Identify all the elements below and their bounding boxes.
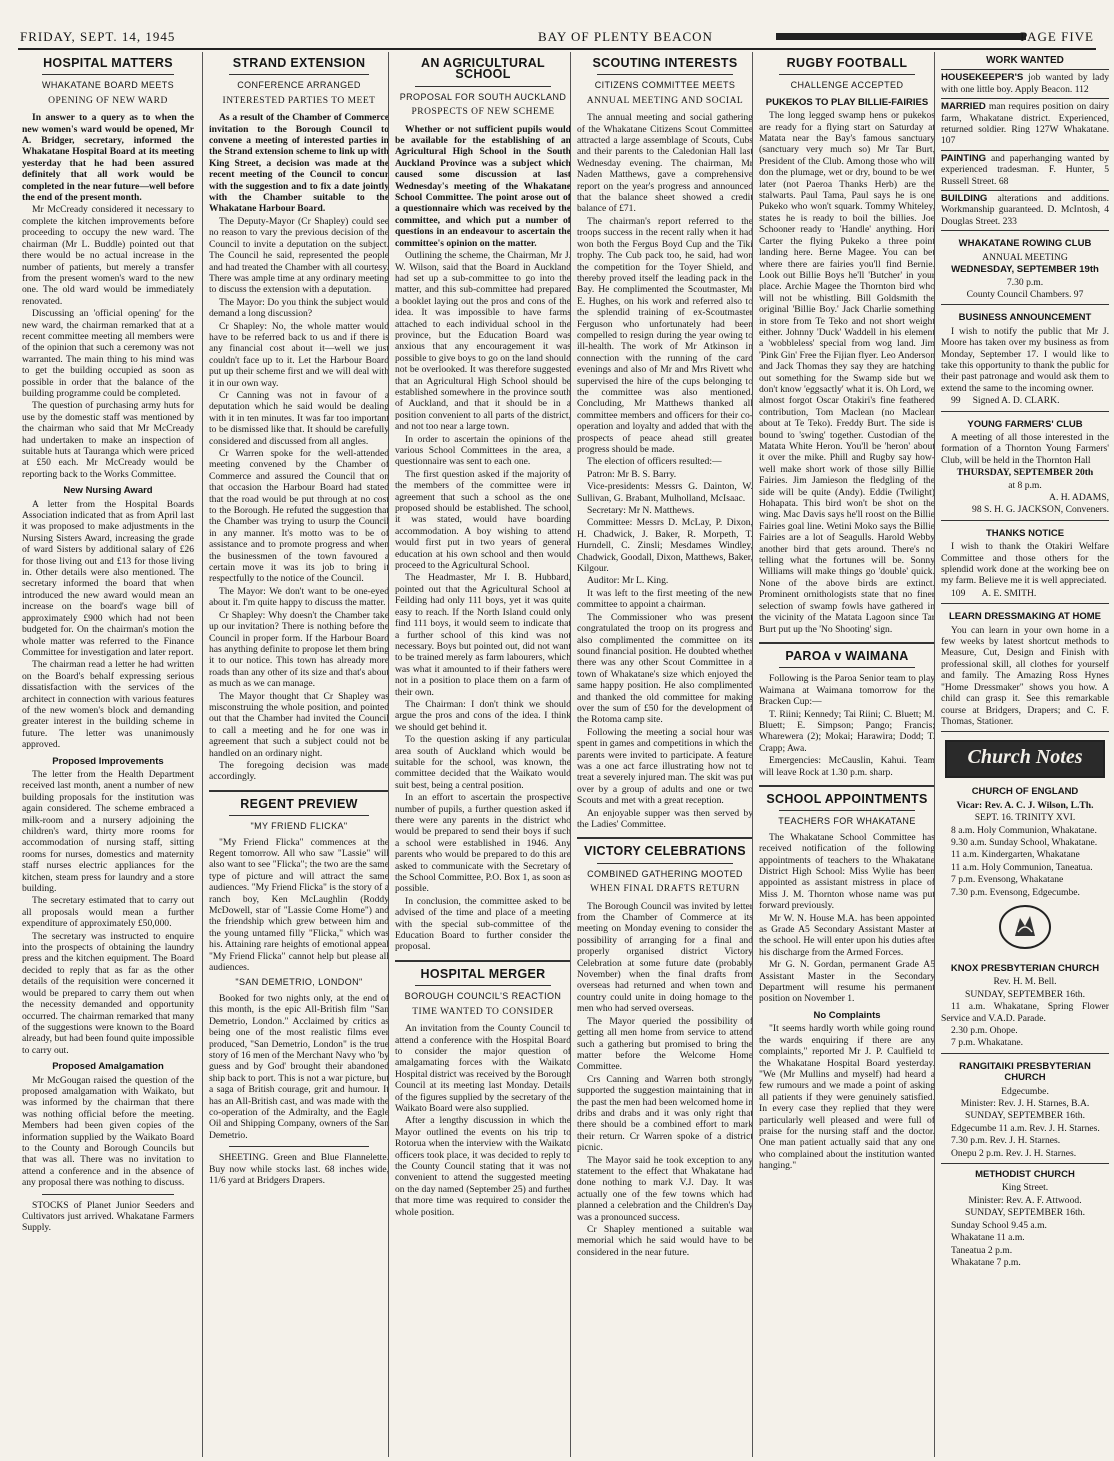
ad-number: 68 [998,175,1009,187]
headline: HOSPITAL MERGER [420,966,546,981]
paragraph: It was left to the first meeting of the new committee to appoint a chairman. [577,587,753,611]
church-heading: KNOX PRESBYTERIAN CHURCH [950,962,1100,974]
service-line: 11 a.m. Kindergarten, Whakatane [951,849,1080,861]
classified-ad [941,151,1109,191]
paragraph: The secretary estimated that to carry out all proposals would mean a further expenditure of approximately £50,000. [22,895,194,930]
section-heading: New Nursing Award [63,485,153,497]
notice-time: at 8 p.m. [1008,479,1042,491]
headline: REGENT PREVIEW [240,796,358,811]
presbyterian-crest-icon [998,904,1052,950]
church-minister: Rev. H. M. Bell. [993,976,1057,988]
paragraph: The Mayor: We don't want to be one-eyed about it. I'm quite happy to discuss the matter. [209,585,389,609]
column-rugby-football [752,52,935,1457]
subheadline: TIME WANTED TO CONSIDER [412,1006,554,1017]
rule [779,74,915,75]
dressmaking-ad [941,604,1109,732]
notice-date: THURSDAY, SEPTEMBER 20th [956,467,1094,479]
service-line: 7 p.m. Evensong, Whakatane [951,874,1064,886]
paragraph: Patron: Mr B. S. Barry. [587,468,677,480]
ad-number: 97 [1073,288,1084,300]
service-line: 2.30 p.m. Ohope. [951,1025,1018,1036]
methodist-church [941,1169,1109,1268]
page-number: PAGE FIVE [1020,29,1094,44]
paragraph: Committee: Messrs D. McLay, P. Dixon, H. Chadwick, J. Baker, R. Morpeth, T. Hurndell, C. Zinsli; Mesdames Windley, Chadwick, Goodall, Dixon, Matthews, Baker, Kilgour. [577,517,753,575]
church-place: Edgecumbe. [1001,1085,1049,1097]
classified-ad [941,70,1109,99]
subheadline: PROPOSAL FOR SOUTH AUCKLAND [399,91,567,102]
notice-text: I wish to thank the Otakiri Welfare Committee and those others for the splendid work done at the working bee on my farm. Believe me it is well appreciated. [941,541,1109,587]
notice-heading: WHAKATANE ROWING CLUB [958,238,1092,250]
business-announcement [941,305,1109,411]
church-date: SEPT. 16. TRINITY XVI. [974,812,1076,824]
young-farmers-notice [941,412,1109,521]
signature: A. H. ADAMS, [1049,492,1109,503]
rule [415,86,551,87]
headline: SCOUTING INTERESTS [592,56,738,70]
paragraph: Auditor: Mr L. King. [587,575,669,587]
subheadline: BOROUGH COUNCIL'S REACTION [404,991,562,1002]
service-line: 7.30 p.m. Evensong, Edgecumbe. [951,886,1080,898]
paragraph: The Commissioner who was present congratulated the troop on its progress and also complimented the committee on its sound financial position. He doubted whether there was any other Scout Committee in a town of Whakatane's size which enjoyed the same happy position. He also complimented and thanked the old committee for making over the sum of £50 for the development of the Rotoma camp site. [577,611,753,726]
paragraph: Outlining the scheme, the Chairman, Mr J. W. Wilson, said that the Board in Auckland had set up a sub-committee to go into the matter, and this sub-committee had prepared a booklet laying out the pros and cons of the idea. It was impossible to have farms attached to each individual school in the province, but the Education Board was anxious that any encouragement it was possible to give boys to go on the land should not be overlooked. It was therefore suggested that an Agricultural High School should be established somewhere in the province south of Auckland, and that it should be in a position convenient to all parts of the district, and not too near a large town. [395,250,571,433]
paragraph: "My Friend Flicka" commences at the Regent tomorrow. All who saw "Lassie" will also want to see "Flicka"; the two are the same type of picture and will attract the same audiences. "My Friend Flicka" is the story of a ranch boy, Ken McLaughlin (Roddy McDowell, star of "Lassie Come Home") and the friendship which grew between him and the young untamed filly "Flicka," which was his. Attaining rare heights of emotional appeal "My Friend Flicka" cannot help but please all audiences. [209,836,389,974]
lead-paragraph: As a result of the Chamber of Commerce invitation to the Borough Council to convene a meeting of interested parties in the Strand extension scheme to link up with King Street, a decision was made at the recent meeting of the Council to concur with the suggestion and to fix a date jointly with the Chamber suitable to the Whakatane Harbour Board. [209,112,389,215]
ad-text: man requires position on dairy farm, Whakatane district. Experienced, returned soldier. Ring 127W Whakatane. [941,101,1109,136]
rule [597,74,733,75]
paragraph: "It seems hardly worth while going round the wards enquiring if there are any complaints," reported Mr J. P. Caulfield to the Whakatane Hospital Board yesterday. "We (Mr Mullins and myself) had heard a few rumours and we made a point of asking all patients if they were genuinely satisfied. In every case they replied that they were particularly well pleased and were full of praise for the nursing staff and the doctor. One man patient actually said that any one who complained about the institution wanted hanging." [759,1023,935,1172]
paragraph: Mr G. N. Gordan, permanent Grade A5 Assistant Master in the Secondary Department will resume his permanent position on November 1. [759,959,935,1005]
church-heading: CHURCH OF ENGLAND [971,786,1079,798]
notice-line [941,289,1109,300]
subheadline: COMBINED GATHERING MOOTED [587,868,743,879]
notice-heading: BUSINESS ANNOUNCEMENT [958,312,1092,324]
paragraph: The Headmaster, Mr I. B. Hubbard, pointed out that the Agricultural School at Feilding had only 111 boys, yet it was quite easy to reach. If the North Island could only find 111 boys, it would seem to indicate that a further school of this kind was not necessary. Boys but pointed out, did not want to be trained merely as farm labourers, which was what it amounted to if their fathers were not in a position to place them on a farm of their own. [395,572,571,698]
notice-line: ANNUAL MEETING [982,251,1068,263]
masthead [18,28,1096,50]
subheadline: CITIZENS COMMITTEE MEETS [594,80,736,91]
subheadline: TEACHERS FOR WHAKATANE [778,816,916,827]
notice-heading: LEARN DRESSMAKING AT HOME [949,611,1101,623]
paragraph: Cr Shapley: Why doesn't the Chamber take up our invitation? There is nothing before the Council in proper form. If the Harbour Board has anything definite to propose let them bring it to our notice. This town has already more roads than any other of its size and that's about as much as we can manage. [209,609,389,690]
issue-date: FRIDAY, SEPT. 14, 1945 [20,29,176,44]
church-notes-banner: Church Notes [945,740,1105,778]
rule [229,1146,369,1147]
columns [22,52,1109,1457]
service-line: Onepu 2 p.m. Rev. J. H. Starnes. [951,1147,1077,1159]
paragraph: Following is the Paroa Senior team to play Waimana at Waimana tomorrow for the Bracken Cup:— [759,673,935,708]
service-line: Whakatane 11 a.m. [951,1232,1025,1244]
paragraph: To the question asking if any particular area south of Auckland which would be suitable for the school, was known, the committee decided that the Waikato would suit best, being a central position. [395,734,571,791]
headline: PAROA v WAIMANA [785,648,909,663]
paragraph: Mr McGougan raised the question of the proposed amalgamation with Waikato, but was informed by the chairman that there was nothing official before the meeting. Members had been given copies of the information supplied by the Waikato Board to the County and Borough Councils but that was all. There was no invitation to attend a conference and in the absence of any proposal there was nothing to discuss. [22,1074,194,1189]
ad-number: 112 [1074,83,1089,95]
lead-paragraph: In answer to a query as to when the new women's ward would be opened, Mr A. Bridger, secretary, informed the Whakatane Hospital Board at its meeting yesterday that he had been assured definitely that all work would be completed in the near future—well before the end of the present month. [22,112,194,204]
subheadline: CONFERENCE ARRANGED [237,80,361,91]
service-line: Taneatua 2 p.m. [951,1244,1013,1256]
paragraph: Secretary: Mr N. Matthews. [587,505,695,517]
notice-text: You can learn in your own home in a few weeks by latest shortcut methods to Measure, Cut, Design and Finish with professional skill, all clothes for yourself and family. The Amazing Ross Hynes "Home Dressmaker" shows you how. A child can grasp it. See this remarkable course at Bridgers, Drapers; and C. F. Thomas, Stationer. [941,624,1109,727]
paragraph: The secretary was instructed to enquire into the prospects of obtaining the laundry press and the kitchen equipment. The Board decided to reply that as far as the other details of the requisition were concerned it would be prepared to carry them out when the necessity demanded and opportunity occurred. The chairman remarked that many of the suggestions were known to the Board already, but had been found quite impossible to carry out. [22,930,194,1056]
notice-date: WEDNESDAY, SEPTEMBER 19th [951,264,1099,276]
ad-keyword: MARRIED [941,101,986,113]
signature: A. E. SMITH. [981,587,1037,599]
paragraph: The Chairman: I don't think we should argue the pros and cons of the idea. I think we should get behind it. [395,698,571,733]
ad-text: alterations and additions. Workmanship guaranteed. D. McIntosh, 4 Douglas Street. [941,193,1109,227]
service-line: 7.30 p.m. Rev. J. H. Starnes. [951,1135,1061,1147]
paragraph: The chairman read a letter he had written on the Board's behalf expressing serious dissatisfaction with the services of the architect in connection with various features of the new women's block and demanding greater interest in the building scheme in future. The letter was unanimously approved. [22,659,194,751]
church-place: King Street. [1001,1182,1049,1194]
paragraph: The election of officers resulted:— [587,456,722,468]
church-heading: RANGITAIKI PRESBYTERIAN CHURCH [959,1060,1091,1084]
paragraph: T. Riini; Kennedy; Tai Riini; C. Bluett; M. Bluett; E. Simpson; Pango; Francis; Wharewera (2); Mokai; Harawira; Dodd; T. Crapp; Awa. [759,708,935,754]
paragraph: The Whakatane School Committee has received notification of the following appointments of teachers to the Whakatane District High School: Miss Wylie has been appointed as assistant mistress in place of Miss J. M. Thornton whose name was put forward previously. [759,831,935,912]
paper-name: BAY OF PLENTY BEACON [538,29,713,44]
classified-ad [941,191,1109,231]
rule [759,642,935,644]
paragraph: Cr Shapley mentioned a suitable war memorial which he said would have to be considered in the near future. [577,1224,753,1258]
notice-text: A meeting of all those interested in the formation of a Thornton Young Farmers' Club, will be held in the Thornton Hall [941,431,1109,466]
rule [395,960,571,962]
notice-place: County Council Chambers. [966,288,1072,300]
ad-heading: WORK WANTED [941,52,1109,70]
paragraph: An invitation from the County Council to attend a conference with the Hospital Board to consider the major question of amalgamating forces with the Waikato Hospital district was received by the Borough Council at its meeting last Monday. Details of the figures supplied by the secretary of the Waikato Board were also supplied. [395,1023,571,1114]
paragraph: Cr Canning was not in favour of a deputation which he said would be dealing with it in ten minutes. It was far too important to be dismissed like that. It should be carefully considered and discussed from all angles. [209,389,389,447]
paragraph: The Borough Council was invited by letter from the Chamber of Commerce at its meeting on Monday evening to consider the possibility of arranging for a final and properly organised district Victory Celebration at some future date (probably November) when the final drafts from overseas had returned and when town and country could unite in doing homage to the men who had served overseas. [577,900,753,1015]
service-line: 8 a.m. Holy Communion, Whakatane. [951,824,1097,836]
advert: SHEETING. Green and Blue Flannelette. Buy now while stocks last. 68 inches wide, 11/6 yard at Bridgers Drapers. [209,1152,389,1186]
paragraph: After a lengthy discussion in which the Mayor outlined the events on his trip to Rotorua when the interview with the Waikato officers took place, it was decided to reply to the County Council stating that it was not convenient to attend the suggested meeting on the day named (September 25) and further that more time was required to consider the whole position. [395,1115,571,1218]
rule [759,785,935,787]
subheadline: PROSPECTS OF NEW SCHEME [411,107,555,118]
notice-text: I wish to notify the public that Mr J. Moore has taken over my business as from Monday, September 17. I would like to take this opportunity to thank the public for their past patronage and would ask them to extend the same to the incoming owner. [941,325,1109,394]
paragraph: Discussing an 'official opening' for the new ward, the chairman remarked that at a recent committee meeting all members were of the opinion that such a ceremony was not warranted. The main thing to his mind was to get the building occupied as soon as possible in order that the balance of the building programme could be completed. [22,308,194,399]
paragraph: The annual meeting and social gathering of the Whakatane Citizens Scout Committee attracted a large assemblage of Scouts, Cubs and their parents to the Caledonian Hall last Wednesday evening. The chairman, Mr Naden Matthews, gave a comprehensive report on the year's progress and announced that the balance sheet showed a credit balance of £71. [577,112,753,215]
paragraph: Booked for two nights only, at the end of this month, is the epic All-British film "San Demetrio, London." Acclaimed by critics as being one of the most realistic films ever produced, "San Demetrio, London" is the true story of 16 men of the Merchant Navy who 'by guess and by God' brought their abandoned ship back to port. This is not a war picture, but a saga of British courage, grit and humour. It has an All-British cast, and was made with the co-operation of the Admiralty, and the Eagle Oil and Shipping Company, owners of the San Demetrio. [209,992,389,1141]
paragraph: The Deputy-Mayor (Cr Shapley) could see no reason to vary the previous decision of the Council to invite a deputation on the subject. The Council he said, represented the people and had treated the Chamber with all courtesy. There was ample time at any ordinary meeting to discuss the extension with a deputation. [209,215,389,296]
rowing-club-notice [941,231,1109,305]
paragraph: An enjoyable supper was then served by the Ladies' Committee. [577,807,753,830]
column-classifieds [934,52,1109,1457]
subheadline: "MY FRIEND FLICKA" [250,821,348,832]
rule [597,863,733,864]
headline: RUGBY FOOTBALL [786,56,908,70]
subheadline: CHALLENGE ACCEPTED [790,80,904,91]
paragraph: Cr Shapley: No, the whole matter would have to be referred back to us and if there is any financial cost about it—well we just couldn't face up to it. Let the Harbour Board put up their scheme first and we will deal with it in our own way. [209,320,389,389]
service-line: 11 a.m. Holy Communion, Taneatua. [951,861,1093,873]
service-line: Sunday School 9.45 a.m. [951,1219,1047,1231]
ad-number: 109 [951,587,966,599]
subheadline: ANNUAL MEETING AND SOCIAL [586,95,744,106]
ad-number: 107 [941,135,956,147]
ad-keyword: HOUSEKEEPER'S [941,72,1024,84]
signature: 98 S. H. G. JACKSON, Conveners. [972,504,1109,516]
paragraph: The foregoing decision was made accordingly. [209,759,389,783]
subheadline: "SAN DEMETRIO, LONDON" [235,977,363,988]
paragraph: Emergencies: McCauslin, Kahui. Team will leave Rock at 1.30 p.m. sharp. [759,755,935,778]
paragraph: Cr Warren spoke for the well-attended meeting convened by the Chamber of Commerce and assured the Council that on that occasion the Harbour Board had stated that the road would be put through at no cost to the Borough. He refuted the suggestion that the Chamber was trying to usurp the Council in any manner. It's motto was to be of assistance and to promote progress and when the businessmen of the town favoured a certain move it was its job to bring it respectfully to the notice of the Council. [209,448,389,585]
church-heading: METHODIST CHURCH [975,1169,1075,1181]
column-agricultural-school [388,52,571,1457]
notice-time: 7.30 p.m. [1006,276,1044,288]
ad-number: 99 [951,395,961,407]
service-line: Edgecumbe 11 a.m. Rev. J. H. Starnes. [951,1122,1100,1134]
headline: STRAND EXTENSION [232,56,366,70]
subheadline: OPENING OF NEW WARD [48,95,168,106]
paragraph: Mr W. N. House M.A. has been appointed as Grade A5 Secondary Assistant Master at the school. He will enter upon his duties after his discharge from the Armed Forces. [759,912,935,958]
church-date: SUNDAY, SEPTEMBER 16th. [965,1207,1085,1219]
lead-paragraph: Whether or not sufficient pupils would be available for the establishing of an Agricultural High School in the South Auckland Province was a subject which caused some discussion at last Wednesday's meeting of the Whakatane School Committee. The point arose out of a questionnaire which was received by the committee, and which put a number of questions in an endeavour to ascertain the committee's opinion on the matter. [395,123,571,249]
paragraph: The long legged swamp hens or pukekos are ready for a flying start on Saturday at Matata near the Bay's famous sanctuary (sanctuary very much so) Mr Tar Burt, President of the Club. Among those who will don the plumage, wet or dry, bound to be wet later (not Paeroa Thanks Herb) are the stalwarts. Paul Tama, Paul says he is one Pukeko who won't squark. Tommy Whiteley, states he is ready to boil the billies. Joe Schooner ready to 'Handle' anything. Hori Carter the flying Pukeko a three point landing here. Berne Magee. You can bet where there are fairies you'll find Bernie. Look out Billie Boys he'll 'Butcher' in your place. Archie Magee the Thornton bird who will not be whistling. Bill Goldsmith the original 'Billie Boy.' Jack Charlie something in store from Te Teko and not short weight either. Johnny 'Duck' Waddell in his element a 'wobbleless' special from wog land. Jim 'Pink Gin' Free the Fijian flyer. Leo Anderson and Jack Thomas they say they are hatching out something for the Swamp side but we don't know 'eggsactly' what it is. Oh Lord, we almost forgot Oscar Otakiri's fine feathered contribution, Tom Maclean (no Maclean about at Te Teko). Freddy Burt. The side is bound to 'swing' together. Custodian of the Matata White Heron. You'll be 'heron' about it over the mike. Phill and Rugby say how-well make short work of those silly Billie Fairies. Jim Jamieson the fledgling of the side will be quite (Andy). Eddie (Twilight) Hohapata. This bird won't be shot on the wing. Mac Davis says he'll roost on the Billie Fairies goal line. Wetini Moko says the Billie Fairies are a lot of Seagulls. Harold Webby another bird that gets around. There's no telling what the fortunes will be. Sonny Williams will make things go 'double' quick. None of the above birds are extinct. Prominent ornithologists state that no finer selection of swamp fowls have gathered in the vicinity of the Matata Lagoon since Tar Burt put up the 'No Shooting' sign. [759,110,935,635]
paragraph: The Mayor said he took exception to any statement to the effect that Whakatane had done nothing to mark V.J. Day. It was actually one of the few towns which had planned a celebration and the Children's Day was a pronounced success. [577,1154,753,1223]
service-line: 11 a.m. Whakatane, Spring Flower Service and V.A.D. Parade. [941,1001,1109,1024]
notice-line [941,588,1109,599]
paragraph: The letter from the Health Department received last month, anent a number of new building proposals for the institution was again considered. The scheme embraced a milk-room and a nursery adjoining the children's ward, thirty more rooms for accommodation of nursing staff, sitting rooms for nurses, domestics and maternity staff nurses electric appliances for the kitchen, steam press for laundry and a store building. [22,768,194,895]
column-hospital-matters [22,52,194,1457]
rangitaiki-presbyterian [941,1054,1109,1164]
headline: AN AGRICULTURAL SCHOOL [421,56,545,82]
column-scouting-interests [570,52,753,1457]
paragraph: The Mayor: Do you think the subject would demand a long discussion? [209,296,389,320]
paragraph: Following the meeting a social hour was spent in games and competitions in which the parents were invited to participate. A feature was a one act farce illustrating how not to treat a severely injured man. The skit was put over by a group of adults and one or two Scouts and met with a great reception. [577,726,753,807]
ad-text: job wanted by lady with one little boy. Apply Beacon. [941,72,1109,95]
subheadline: WHAKATANE BOARD MEETS [41,80,175,91]
subheadline: PUKEKOS TO PLAY BILLIE-FAIRIES [765,96,929,108]
headline: HOSPITAL MATTERS [43,56,173,70]
rule [577,837,753,839]
paragraph: Vice-presidents: Messrs G. Dainton, W. Sullivan, G. Brabant, Mulholland, McIsaac. [577,481,753,504]
subheadline: WHEN FINAL DRAFTS RETURN [590,884,740,895]
paragraph: The Mayor thought that Cr Shapley was misconstruing the whole position, and pointed out that the Chamber had invited the Council to call a meeting and he for one was in agreement that such a subject could not be handled on an ordinary night. [209,690,389,759]
service-line: 9.30 a.m. Sunday School, Whakatane. [951,836,1098,848]
notice-line [941,395,1109,406]
paragraph: The first question asked if the majority of the members of the committee were in agreement that such a school as the one proposed should be established. The school, it was stated, would have boarding accommodation. A boy wishing to attend would first put in two years of general education at his own school and then would proceed to the Agricultural School. [395,468,571,572]
paragraph: A letter from the Hospital Boards Association indicated that as from April last it was proposed to make adjustments in the Nursing Sisters Award, increasing the grade of ward Sisters by additional salary of £26 for those living out and £13 for those living in. Other details were also mentioned. The secretary informed the board that when introduced the new award would mean an increase on the board's wage bill of approximately £900 which had not been budgeted for. On the chairman's motion the whole matter was referred to the Finance Committee for investigation and later report. [22,498,194,658]
ad-keyword: BUILDING [941,193,988,205]
ad-keyword: PAINTING [941,152,987,164]
signature: Signed A. D. CLARK. [972,395,1060,407]
section-heading: Proposed Amalgamation [52,1061,164,1073]
paragraph: The chairman's report referred to the troops success in the recent rally when it had won both the Fergus Boyd Cup and the Tiki trophy. The Cub pack too, he said, had won the competition for the Toyer Shield, and thereby proved itself the leading pack in the Bay. He complimented the Scoutmaster, Mr E. Hughes, on his work and referred also to the splendid training of ex-Scoutmaster Ferguson who unfortunately had been compelled to resign during the year owing to ill-health. The work of Mr Atkinson in connection with the running of the card evenings and also of Mr and Mrs Rivett who supervised the hire of the cups belonging to the committee was also mentioned. Concluding, Mr Matthews thanked all committee members and officers for their co-operation and loyalty and added that with the prospects of peace ahead still greater progress should be made. [577,215,753,455]
paragraph: In conclusion, the committee asked to be advised of the time and place of a meeting with the special sub-committee of the Education Board to further consider the proposal. [395,895,571,953]
paragraph: In an effort to ascertain the prospective number of pupils, a further question asked if there were any parents in the district who would be prepared to send their boys if such a school were established in 1946. Any parents who would be prepared to do this are asked to communicate with the Secretary of the School Committee, P.O. Box 1, as soon as possible. [395,792,571,895]
section-heading: Proposed Improvements [52,755,164,767]
section-heading: No Complaints [813,1009,881,1021]
rule [42,1194,174,1195]
paragraph: In order to ascertain the opinions of the various School Committees in the area, a questionnaire was sent to each one. [395,433,571,468]
church-date: SUNDAY, SEPTEMBER 16th. [965,988,1085,1000]
church-minister: Minister: Rev. A. F. Attwood. [968,1194,1082,1206]
headline: VICTORY CELEBRATIONS [584,844,746,859]
subheadline: INTERESTED PARTIES TO MEET [222,95,376,106]
paragraph: Mr McCready considered it necessary to complete the kitchen improvements before proceeding to occupy the new ward. The chairman (Mr L. Buddle) pointed out that there would be no actual increase in the number of patients, but merely a transfer from the present women's ward to the new one. The old ward would be immediately renovated. [22,204,194,307]
church-of-england [941,786,1109,898]
rule [229,74,369,75]
classified-ad [941,99,1109,151]
thanks-notice [941,521,1109,604]
church-date: SUNDAY, SEPTEMBER 16th. [965,1110,1085,1122]
masthead-rule [776,33,1026,40]
rule [209,790,389,792]
paragraph: Crs Canning and Warren both strongly supported the suggestion maintaining that in the past the men had been welcomed home in dribs and drabs and it was only right that there should be a combined effort to mark their return. Cr Warren spoke of a district picnic. [577,1073,753,1154]
column-strand-extension [202,52,389,1457]
rule [229,815,369,816]
ad-number: 233 [1002,215,1017,227]
paragraph: The Mayor queried the possibility of getting all men home from service to attend such a gathering but promised to bring the matter before the Welcome Home Committee. [577,1015,753,1073]
advert: STOCKS of Planet Junior Seeders and Cultivators just arrived. Whakatane Farmers Supply. [22,1199,194,1234]
notice-heading: YOUNG FARMERS' CLUB [967,418,1083,430]
church-minister: Minister: Rev. J. H. Starnes, B.A. [960,1098,1090,1110]
service-line: Whakatane 7 p.m. [951,1256,1021,1268]
headline: SCHOOL APPOINTMENTS [766,791,928,806]
knox-presbyterian [941,956,1109,1054]
church-vicar: Vicar: Rev. A. C. J. Wilson, L.Th. [956,799,1094,811]
rule [779,667,915,668]
rule [779,810,915,811]
ad-text: and paperhanging wanted by experienced tradesman. F. Hunter, 5 Russell Street. [941,152,1109,187]
rule [415,985,551,986]
notice-heading: THANKS NOTICE [985,527,1065,539]
paragraph: The question of purchasing army huts for use by the domestic staff was mentioned by the chairman who said that Mr McCready had undertaken to make an inspection of suitable huts at Tauranga which were priced at £50 each. Mr McCready would be reporting back to the Works Committee. [22,400,194,480]
service-line: 7 p.m. Whakatane. [951,1037,1024,1049]
rule [42,74,174,75]
